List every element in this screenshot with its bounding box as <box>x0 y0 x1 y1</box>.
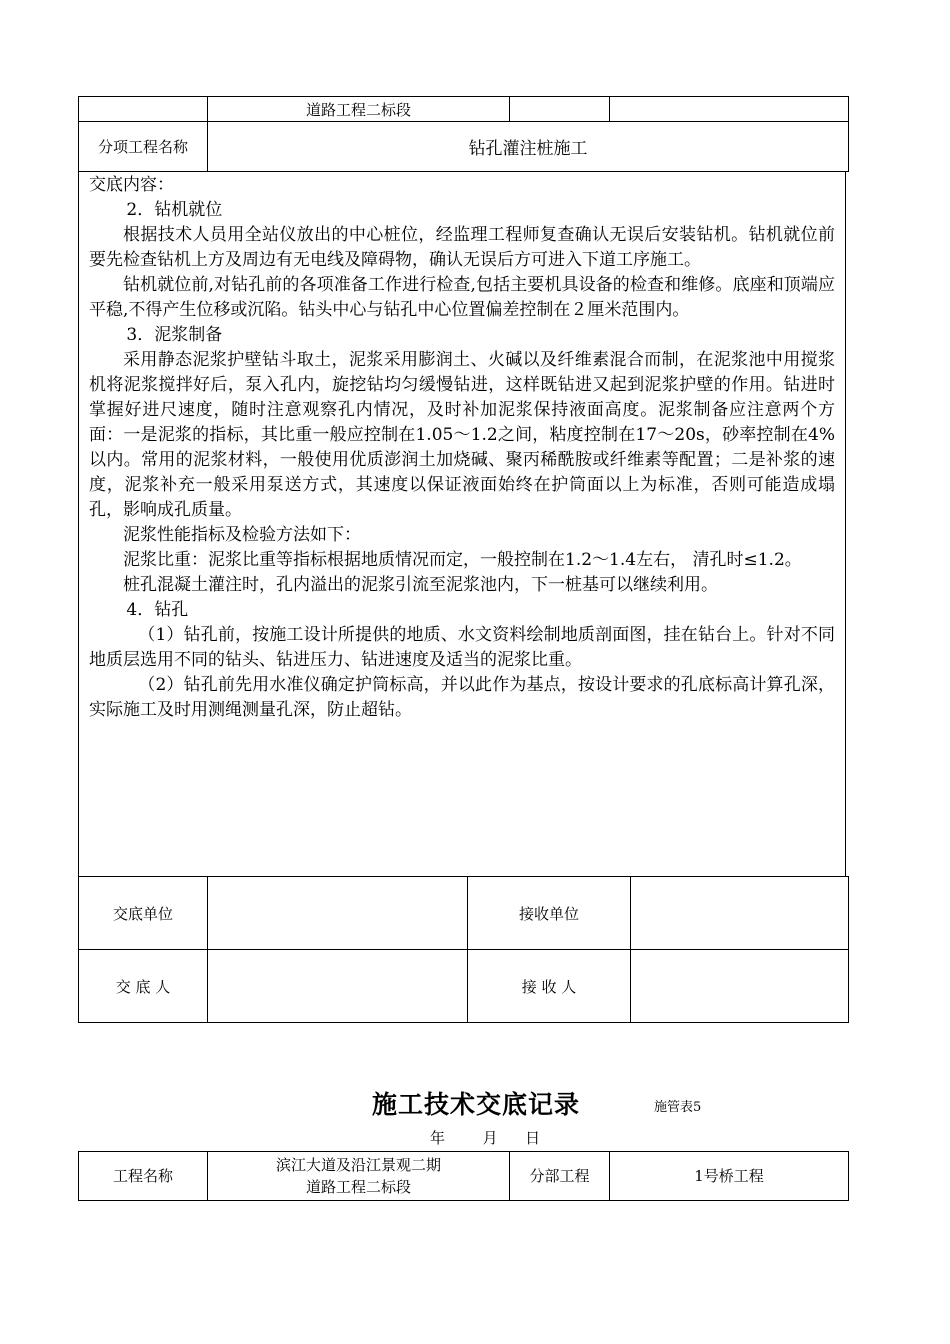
handover-person-label: 交 底 人 <box>79 950 208 1023</box>
signature-table <box>78 876 849 1023</box>
handover-unit-label: 交底单位 <box>79 877 208 950</box>
section-heading: 3．泥浆制备 <box>126 325 223 345</box>
project-info-table <box>78 1151 849 1201</box>
handover-person-field[interactable] <box>208 950 468 1023</box>
receiving-unit-label: 接收单位 <box>468 877 631 950</box>
handover-unit-field[interactable] <box>208 877 468 950</box>
content-paragraph: 泥浆比重：泥浆比重等指标根据地质情况而定，一般控制在1.2～1.4左右， 清孔时≤1.2。 <box>123 550 802 570</box>
project-name-continued: 道路工程二标段 <box>208 97 510 122</box>
date-month: 月 <box>482 1129 498 1147</box>
content-heading: 交底内容： <box>89 175 174 195</box>
form-number: 施管表5 <box>654 1100 702 1115</box>
content-paragraph: （1）钻孔前，按施工设计所提供的地质、水文资料绘制地质剖面图，挂在钻台上。针对不同地质层选用不同的钻头、钻进压力、钻进速度及适当的泥浆比重。 <box>89 625 835 670</box>
blank-cell <box>510 97 610 122</box>
subitem-label: 分项工程名称 <box>79 122 208 172</box>
section-heading: 4．钻孔 <box>126 600 189 620</box>
content-paragraph: 采用静态泥浆护壁钻斗取土，泥浆采用膨润土、火碱以及纤维素混合而制，在泥浆池中用搅浆机将泥浆搅拌好后，泵入孔内，旋挖钻均匀缓慢钻进，这样既钻进又起到泥浆护壁的作用。钻进时掌握好进尺速度，随时注意观察孔内情况，及时补加泥浆保持液面高度。泥浆制备应注意两个方面：一是泥浆的指标，其比重一般应控制在1.05～1.2之间，粘度控制在17～20s，砂率控制在4%以内。常用的泥浆材料，一般使用优质澎润土加烧碱、聚丙稀酰胺或纤维素等配置；二是补浆的速度，泥浆补充一般采用泵送方式，其速度以保证液面始终在护筒面以上为标准，否则可能造成塌孔，影响成孔质量。 <box>89 350 835 520</box>
project-name-line2: 道路工程二标段 <box>305 1178 411 1196</box>
content-paragraph: 桩孔混凝土灌注时，孔内溢出的泥浆引流至泥浆池内，下一桩基可以继续利用。 <box>123 575 718 595</box>
blank-cell <box>79 97 208 122</box>
receiving-unit-field[interactable] <box>631 877 849 950</box>
project-name-line1: 滨江大道及沿江景观二期 <box>275 1156 441 1174</box>
date-day: 日 <box>525 1129 541 1147</box>
division-value: 1号桥工程 <box>610 1152 849 1201</box>
date-line <box>430 1127 540 1148</box>
subitem-value: 钻孔灌注桩施工 <box>208 122 849 172</box>
page-title: 施工技术交底记录 <box>372 1090 581 1119</box>
content-paragraph: （2）钻孔前先用水准仪确定护筒标高，并以此作为基点，按设计要求的孔底标高计算孔深，实际施工及时用测绳测量孔深，防止超钻。 <box>89 675 835 720</box>
project-name-value <box>208 1152 510 1201</box>
content-paragraph: 钻机就位前,对钻孔前的各项准备工作进行检查,包括主要机具设备的检查和维修。底座和顶端应平稳,不得产生位移或沉陷。钻头中心与钻孔中心位置偏差控制在２厘米范围内。 <box>89 275 835 320</box>
division-label: 分部工程 <box>510 1152 610 1201</box>
date-year: 年 <box>430 1129 446 1147</box>
receiving-person-field[interactable] <box>631 950 849 1023</box>
handover-content <box>78 171 846 877</box>
content-paragraph: 根据技术人员用全站仪放出的中心桩位，经监理工程师复查确认无误后安装钻机。钻机就位前要先检查钻机上方及周边有无电线及障碍物，确认无误后方可进入下道工序施工。 <box>89 225 835 270</box>
section-heading: 2．钻机就位 <box>126 200 223 220</box>
content-paragraph: 泥浆性能指标及检验方法如下： <box>123 525 361 545</box>
project-name-label: 工程名称 <box>79 1152 208 1201</box>
blank-cell <box>610 97 849 122</box>
header-table <box>78 96 849 172</box>
receiving-person-label: 接 收 人 <box>468 950 631 1023</box>
